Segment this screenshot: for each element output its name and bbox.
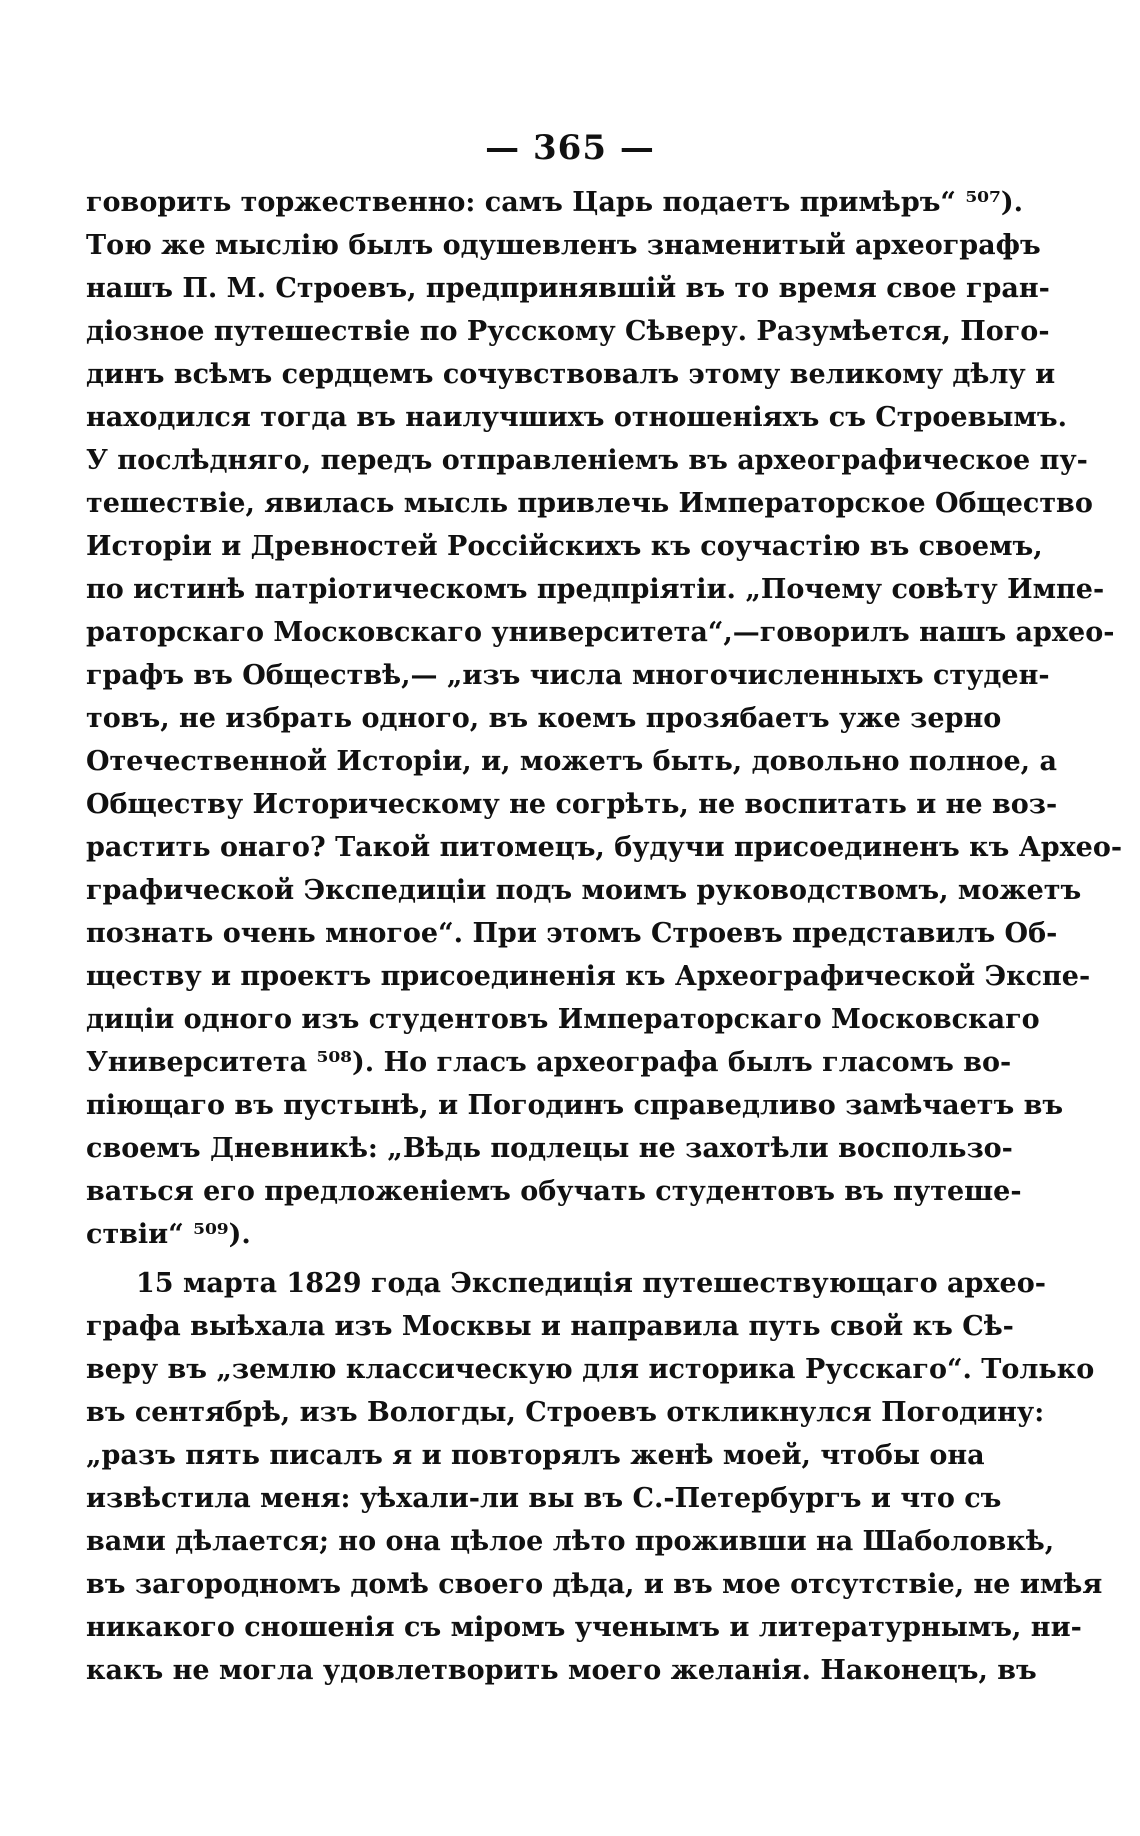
text-line: Обществу Историческому не согрѣть, не воспитать и не воз- [86,789,1058,820]
text-line: въ сентябрѣ, изъ Вологды, Строевъ откликнулся Погодину: [86,1397,1045,1428]
text-line: товъ, не избрать одного, въ коемъ прозябаетъ уже зерно [86,703,1002,734]
text-line: 15 марта 1829 года Экспедиція путешествующаго архео- [136,1268,1046,1299]
text-line: по истинѣ патріотическомъ предпріятіи. „Почему совѣту Импе- [86,574,1105,605]
text-line: своемъ Дневникѣ: „Вѣдь подлецы не захотѣли воспользо- [86,1133,1013,1164]
text-line: извѣстила меня: уѣхали-ли вы въ С.-Петербургъ и что съ [86,1483,1002,1514]
text-line: говорить торжественно: самъ Царь подаетъ примѣръ“ ⁵⁰⁷). [86,187,1023,218]
text-line: познать очень многое“. При этомъ Строевъ представилъ Об- [86,918,1058,949]
text-line: растить онаго? Такой питомецъ, будучи присоединенъ къ Архео- [86,832,1123,863]
text-line: динъ всѣмъ сердцемъ сочувствовалъ этому великому дѣлу и [86,359,1056,390]
text-line: У послѣдняго, передъ отправленіемъ въ археографическое пу- [86,445,1088,476]
text-line: какъ не могла удовлетворить моего желанія. Наконецъ, въ [86,1655,1037,1686]
text-line: Исторіи и Древностей Россійскихъ къ соучастію въ своемъ, [86,531,1043,562]
page-number: — 365 — [485,128,655,168]
text-line: ствіи“ ⁵⁰⁹). [86,1219,251,1250]
text-line: диціи одного изъ студентовъ Императорскаго Московскаго [86,1004,1040,1035]
text-line: Отечественной Исторіи, и, можетъ быть, довольно полное, а [86,746,1057,777]
text-line: тешествіе, явилась мысль привлечь Императорское Общество [86,488,1093,519]
text-line: графъ въ Обществѣ,— „изъ числа многочисленныхъ студен- [86,660,1050,691]
text-line: никакого сношенія съ міромъ ученымъ и литературнымъ, ни- [86,1612,1082,1643]
text-line: „разъ пять писалъ я и повторялъ женѣ моей, чтобы она [86,1440,985,1471]
text-line: находился тогда въ наилучшихъ отношеніяхъ съ Строевымъ. [86,402,1067,433]
text-line: ваться его предложеніемъ обучать студентовъ въ путеше- [86,1176,1022,1207]
text-line: графа выѣхала изъ Москвы и направила путь свой къ Сѣ- [86,1311,1014,1342]
text-line: графической Экспедиціи подъ моимъ руководствомъ, можетъ [86,875,1082,906]
text-line: въ загородномъ домѣ своего дѣда, и въ мое отсутствіе, не имѣя [86,1569,1103,1600]
text-line: вами дѣлается; но она цѣлое лѣто проживши на Шаболовкѣ, [86,1526,1055,1557]
text-line: Тою же мыслію былъ одушевленъ знаменитый археографъ [86,230,1041,261]
text-line: раторскаго Московскаго университета“,—говорилъ нашъ архео- [86,617,1115,648]
text-line: діозное путешествіе по Русскому Сѣверу. Разумѣется, Пого- [86,316,1050,347]
text-line: нашъ П. М. Строевъ, предпринявшій въ то время свое гран- [86,273,1050,304]
text-line: веру въ „землю классическую для историка Русскаго“. Только [86,1354,1095,1385]
text-line: Университета ⁵⁰⁸). Но гласъ археографа былъ гласомъ во- [86,1047,1012,1078]
text-line: піющаго въ пустынѣ, и Погодинъ справедливо замѣчаетъ въ [86,1090,1064,1121]
text-line: ществу и проектъ присоединенія къ Археографической Экспе- [86,961,1091,992]
